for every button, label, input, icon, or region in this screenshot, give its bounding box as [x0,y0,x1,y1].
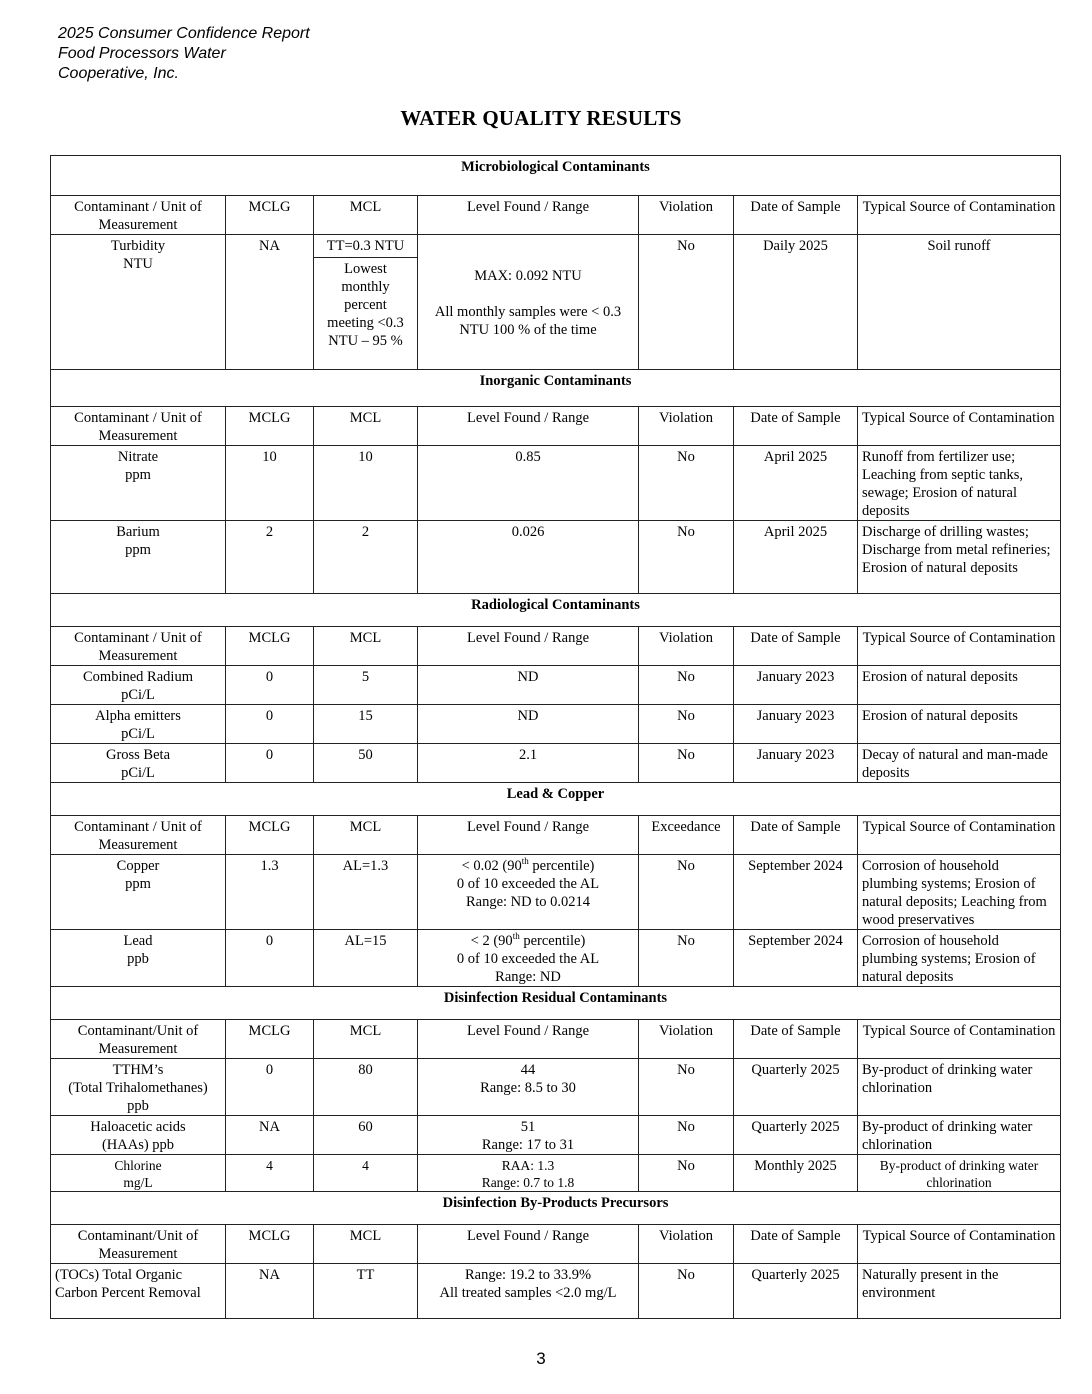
contaminant-cell: Combined Radium pCi/L [51,666,226,705]
table-row [51,855,1061,930]
section-title: Disinfection By-Products Precursors [51,1192,1061,1225]
violation-cell: No [639,1264,734,1319]
contaminant-cell: Gross Beta pCi/L [51,744,226,783]
table-row [51,1116,1061,1155]
level-max: MAX: 0.092 NTU [474,268,582,284]
mclg-cell: 0 [226,744,314,783]
col-header-level: Level Found / Range [418,196,639,235]
col-header-date: Date of Sample [734,627,858,666]
col-header-mcl: MCL [314,1020,418,1059]
contaminant-cell: TTHM’s (Total Trihalomethanes) ppb [51,1059,226,1116]
report-title-line: 2025 Consumer Confidence Report [58,25,310,42]
violation-cell: No [639,744,734,783]
violation-cell: No [639,666,734,705]
source-cell: Soil runoff [858,235,1061,370]
source-cell: Naturally present in the environment [858,1264,1061,1319]
report-org-line: Food Processors Water [58,45,226,62]
source-cell: By-product of drinking water chlorination [858,1155,1061,1192]
column-header-row [51,1020,1061,1059]
col-header-source: Typical Source of Contamination [858,627,1061,666]
col-header-level: Level Found / Range [418,816,639,855]
col-header-date: Date of Sample [734,1225,858,1264]
source-cell: Corrosion of household plumbing systems; Erosion of natural deposits [858,930,1061,987]
col-header-source: Typical Source of Contamination [858,196,1061,235]
level-cell: ND [418,705,639,744]
table-row [51,1264,1061,1319]
mclg-cell: NA [226,1264,314,1319]
mcl-cell [314,235,418,370]
mcl-cell: 80 [314,1059,418,1116]
col-header-mclg: MCLG [226,196,314,235]
table-row [51,930,1061,987]
exceedance-cell: No [639,930,734,987]
contaminant-cell: Lead ppb [51,930,226,987]
section-title: Inorganic Contaminants [51,370,1061,407]
level-cell: 51 Range: 17 to 31 [418,1116,639,1155]
violation-cell: No [639,1059,734,1116]
column-header-row [51,407,1061,446]
col-header-date: Date of Sample [734,1020,858,1059]
source-cell: By-product of drinking water chlorination [858,1059,1061,1116]
level-cell: 44 Range: 8.5 to 30 [418,1059,639,1116]
level-cell: 0.026 [418,521,639,594]
date-cell: April 2025 [734,521,858,594]
contaminant-cell: Chlorine mg/L [51,1155,226,1192]
exceedance-cell: No [639,855,734,930]
table-row [51,705,1061,744]
col-header-violation: Violation [639,407,734,446]
col-header-contaminant: Contaminant / Unit of Measurement [51,816,226,855]
date-cell: September 2024 [734,855,858,930]
section-title: Lead & Copper [51,783,1061,816]
date-cell: Daily 2025 [734,235,858,370]
page-number: 3 [536,1349,546,1368]
col-header-violation: Violation [639,196,734,235]
col-header-level: Level Found / Range [418,1225,639,1264]
col-header-source: Typical Source of Contamination [858,407,1061,446]
contaminant-cell: Nitrate ppm [51,446,226,521]
col-header-mcl: MCL [314,196,418,235]
col-header-mclg: MCLG [226,627,314,666]
source-cell: Decay of natural and man-made deposits [858,744,1061,783]
mcl-cell: 4 [314,1155,418,1192]
col-header-contaminant: Contaminant / Unit of Measurement [51,407,226,446]
column-header-row [51,1225,1061,1264]
source-cell: Corrosion of household plumbing systems; Erosion of natural deposits; Leaching from wood preservatives [858,855,1061,930]
table-row [51,446,1061,521]
col-header-date: Date of Sample [734,816,858,855]
section-header-row [51,783,1061,816]
violation-cell: No [639,446,734,521]
col-header-level: Level Found / Range [418,627,639,666]
section-header-row [51,987,1061,1020]
mclg-cell: 1.3 [226,855,314,930]
mclg-cell: 0 [226,1059,314,1116]
col-header-violation: Violation [639,627,734,666]
violation-cell: No [639,705,734,744]
level-note: All monthly samples were < 0.3 NTU 100 % of the time [434,304,622,338]
violation-cell: No [639,235,734,370]
table-row [51,235,1061,370]
violation-cell: No [639,521,734,594]
col-header-source: Typical Source of Contamination [858,816,1061,855]
source-cell: By-product of drinking water chlorination [858,1116,1061,1155]
col-header-mclg: MCLG [226,1020,314,1059]
date-cell: January 2023 [734,744,858,783]
mclg-cell: NA [226,1116,314,1155]
col-header-source: Typical Source of Contamination [858,1020,1061,1059]
col-header-mclg: MCLG [226,407,314,446]
mclg-cell: 10 [226,446,314,521]
column-header-row [51,196,1061,235]
contaminant-cell: (TOCs) Total Organic Carbon Percent Removal [51,1264,226,1319]
water-quality-table [50,155,1061,1319]
mcl-cell: 10 [314,446,418,521]
mclg-cell: 2 [226,521,314,594]
col-header-mcl: MCL [314,816,418,855]
column-header-row [51,816,1061,855]
col-header-mcl: MCL [314,407,418,446]
level-cell: Range: 19.2 to 33.9% All treated samples <2.0 mg/L [418,1264,639,1319]
level-cell [418,235,639,370]
section-title: Radiological Contaminants [51,594,1061,627]
date-cell: September 2024 [734,930,858,987]
date-cell: January 2023 [734,705,858,744]
date-cell: Quarterly 2025 [734,1264,858,1319]
col-header-contaminant: Contaminant/Unit of Measurement [51,1020,226,1059]
col-header-violation: Violation [639,1020,734,1059]
col-header-mclg: MCLG [226,1225,314,1264]
section-header-row [51,156,1061,196]
page-title: WATER QUALITY RESULTS [400,106,682,130]
col-header-contaminant: Contaminant / Unit of Measurement [51,627,226,666]
level-cell: 2.1 [418,744,639,783]
mcl-cell: 15 [314,705,418,744]
col-header-date: Date of Sample [734,407,858,446]
mclg-cell: NA [226,235,314,370]
col-header-contaminant: Contaminant / Unit of Measurement [51,196,226,235]
mcl-percent-note: Lowest monthly percent meeting <0.3 NTU – 95 % [327,261,404,349]
col-header-source: Typical Source of Contamination [858,1225,1061,1264]
level-cell: 0.85 [418,446,639,521]
mclg-cell: 0 [226,930,314,987]
table-row [51,1155,1061,1192]
section-header-row [51,594,1061,627]
report-header [58,24,310,84]
table-row [51,521,1061,594]
mclg-cell: 0 [226,666,314,705]
col-header-mcl: MCL [314,627,418,666]
source-cell: Erosion of natural deposits [858,666,1061,705]
level-cell: ND [418,666,639,705]
contaminant-cell: Copper ppm [51,855,226,930]
table-row [51,1059,1061,1116]
source-cell: Erosion of natural deposits [858,705,1061,744]
report-org-line: Cooperative, Inc. [58,65,179,82]
source-cell: Discharge of drilling wastes; Discharge from metal refineries; Erosion of natural deposits [858,521,1061,594]
mclg-cell: 4 [226,1155,314,1192]
table-row [51,744,1061,783]
contaminant-cell: Turbidity NTU [51,235,226,370]
violation-cell: No [639,1155,734,1192]
mcl-cell: 60 [314,1116,418,1155]
violation-cell: No [639,1116,734,1155]
date-cell: Quarterly 2025 [734,1116,858,1155]
section-title: Disinfection Residual Contaminants [51,987,1061,1020]
section-header-row [51,370,1061,407]
date-cell: April 2025 [734,446,858,521]
mcl-cell: AL=15 [314,930,418,987]
contaminant-cell: Haloacetic acids (HAAs) ppb [51,1116,226,1155]
date-cell: Monthly 2025 [734,1155,858,1192]
col-header-contaminant: Contaminant/Unit of Measurement [51,1225,226,1264]
date-cell: January 2023 [734,666,858,705]
section-header-row [51,1192,1061,1225]
mcl-cell: 5 [314,666,418,705]
mcl-tt-value: TT=0.3 NTU [314,235,417,258]
col-header-violation: Violation [639,1225,734,1264]
level-cell: < 0.02 (90th percentile) 0 of 10 exceeded the AL Range: ND to 0.0214 [418,855,639,930]
source-cell: Runoff from fertilizer use; Leaching from septic tanks, sewage; Erosion of natural deposits [858,446,1061,521]
col-header-mclg: MCLG [226,816,314,855]
mcl-cell: AL=1.3 [314,855,418,930]
col-header-level: Level Found / Range [418,407,639,446]
mcl-cell: TT [314,1264,418,1319]
date-cell: Quarterly 2025 [734,1059,858,1116]
level-cell: < 2 (90th percentile) 0 of 10 exceeded the AL Range: ND [418,930,639,987]
col-header-date: Date of Sample [734,196,858,235]
column-header-row [51,627,1061,666]
contaminant-cell: Alpha emitters pCi/L [51,705,226,744]
col-header-mcl: MCL [314,1225,418,1264]
mclg-cell: 0 [226,705,314,744]
col-header-exceedance: Exceedance [639,816,734,855]
mcl-cell: 2 [314,521,418,594]
mcl-cell: 50 [314,744,418,783]
table-row [51,666,1061,705]
contaminant-cell: Barium ppm [51,521,226,594]
col-header-level: Level Found / Range [418,1020,639,1059]
section-title: Microbiological Contaminants [51,156,1061,196]
level-cell: RAA: 1.3 Range: 0.7 to 1.8 [418,1155,639,1192]
